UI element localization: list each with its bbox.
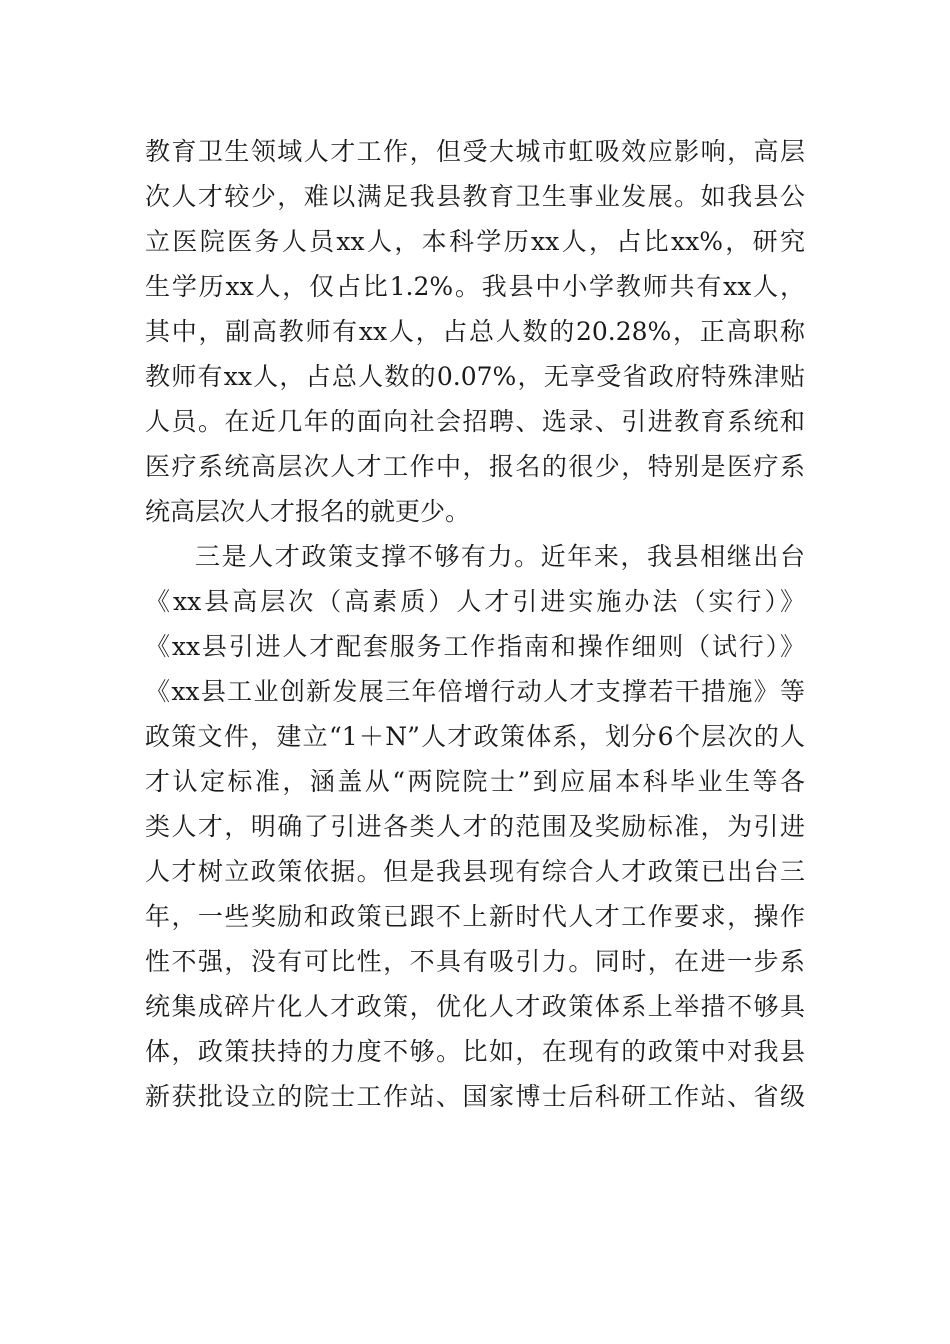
text-line: 年，一些奖励和政策已跟不上新时代人才工作要求，操作 (145, 902, 805, 931)
text-line: 人才树立政策依据。但是我县现有综合人才政策已出台三 (145, 857, 805, 886)
text-line: 立医院医务人员xx人，本科学历xx人，占比xx%，研究 (145, 227, 805, 256)
text-line: 次人才较少，难以满足我县教育卫生事业发展。如我县公 (145, 182, 805, 211)
text-line: 才认定标准，涵盖从“两院院士”到应届本科毕业生等各 (145, 767, 805, 796)
text-line: 政策文件，建立“1＋N”人才政策体系，划分6个层次的人 (145, 722, 805, 751)
text-line: 人员。在近几年的面向社会招聘、选录、引进教育系统和 (145, 407, 805, 436)
text-line: 类人才，明确了引进各类人才的范围及奖励标准，为引进 (145, 812, 805, 841)
text-line: 《xx县高层次（高素质）人才引进实施办法（实行）》 (145, 587, 805, 616)
text-line: 生学历xx人，仅占比1.2%。我县中小学教师共有xx人， (145, 272, 805, 301)
text-line: 性不强，没有可比性，不具有吸引力。同时，在进一步系 (145, 947, 805, 976)
text-line: 新获批设立的院士工作站、国家博士后科研工作站、省级 (145, 1082, 805, 1111)
text-line: 统集成碎片化人才政策，优化人才政策体系上举措不够具 (145, 992, 805, 1021)
text-line: 医疗系统高层次人才工作中，报名的很少，特别是医疗系 (145, 452, 805, 481)
text-line: 体，政策扶持的力度不够。比如，在现有的政策中对我县 (145, 1037, 805, 1066)
text-line: 《xx县引进人才配套服务工作指南和操作细则（试行）》 (145, 632, 805, 661)
text-line: 《xx县工业创新发展三年倍增行动人才支撑若干措施》等 (145, 677, 805, 706)
text-line: 教育卫生领域人才工作，但受大城市虹吸效应影响，高层 (145, 137, 805, 166)
text-line: 其中，副高教师有xx人，占总人数的20.28%，正高职称 (145, 317, 805, 346)
paragraph-start-line: 三是人才政策支撑不够有力。近年来，我县相继出台 (195, 542, 805, 571)
text-line: 统高层次人才报名的就更少。 (145, 497, 471, 526)
text-line: 教师有xx人，占总人数的0.07%，无享受省政府特殊津贴 (145, 362, 805, 391)
